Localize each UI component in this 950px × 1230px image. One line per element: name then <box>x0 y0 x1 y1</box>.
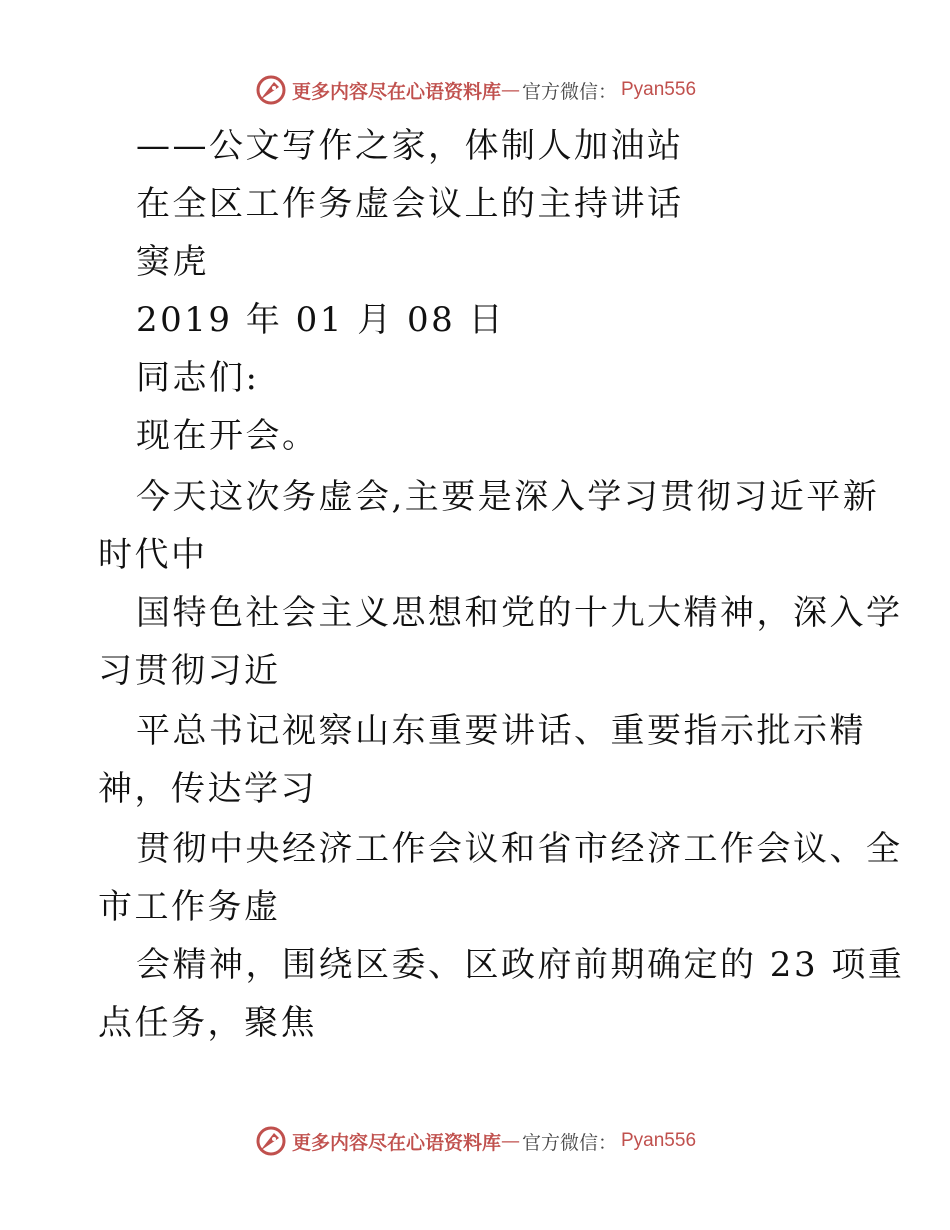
paragraph-line: 时代中 <box>98 535 208 575</box>
paragraph-line: 平总书记视察山东重要讲话、重要指示批示精 <box>136 711 866 751</box>
watermark-library-text: 更多内容尽在心语资料库 <box>291 1131 501 1154</box>
document-date: 2019 年 01 月 08 日 <box>136 300 506 340</box>
watermark-separator: — <box>500 79 520 101</box>
paragraph-line: 贯彻中央经济工作会议和省市经济工作会议、全 <box>136 829 903 869</box>
paragraph-line: 神，传达学习 <box>98 769 317 809</box>
pen-nib-logo-icon <box>254 1124 288 1158</box>
watermark-wechat-label: 官方微信： <box>521 1131 617 1154</box>
paragraph-line: 现在开会。 <box>136 416 319 456</box>
paragraph-line: 市工作务虚 <box>98 887 281 927</box>
paragraph-line: 国特色社会主义思想和党的十九大精神，深入学 <box>136 593 903 633</box>
paragraph-line: 习贯彻习近 <box>98 651 281 691</box>
document-title: 在全区工作务虚会议上的主持讲话 <box>136 184 684 224</box>
paragraph-line: 今天这次务虚会,主要是深入学习贯彻习近平新 <box>136 477 880 517</box>
watermark-library-text: 更多内容尽在心语资料库 <box>291 80 501 103</box>
watermark-wechat-id: Pyan556 <box>621 1130 697 1151</box>
header-watermark <box>0 70 950 110</box>
pen-nib-logo-icon <box>254 73 288 107</box>
watermark-separator: — <box>500 1130 520 1152</box>
document-author: 窦虎 <box>136 242 209 282</box>
watermark-wechat-label: 官方微信： <box>521 80 617 103</box>
footer-watermark <box>0 1121 950 1161</box>
paragraph-line: 会精神，围绕区委、区政府前期确定的 23 项重 <box>136 945 905 985</box>
document-salutation: 同志们: <box>136 358 260 398</box>
watermark-wechat-id: Pyan556 <box>621 79 697 100</box>
paragraph-line: 点任务，聚焦 <box>98 1003 317 1043</box>
document-tagline: ——公文写作之家，体制人加油站 <box>136 126 684 166</box>
